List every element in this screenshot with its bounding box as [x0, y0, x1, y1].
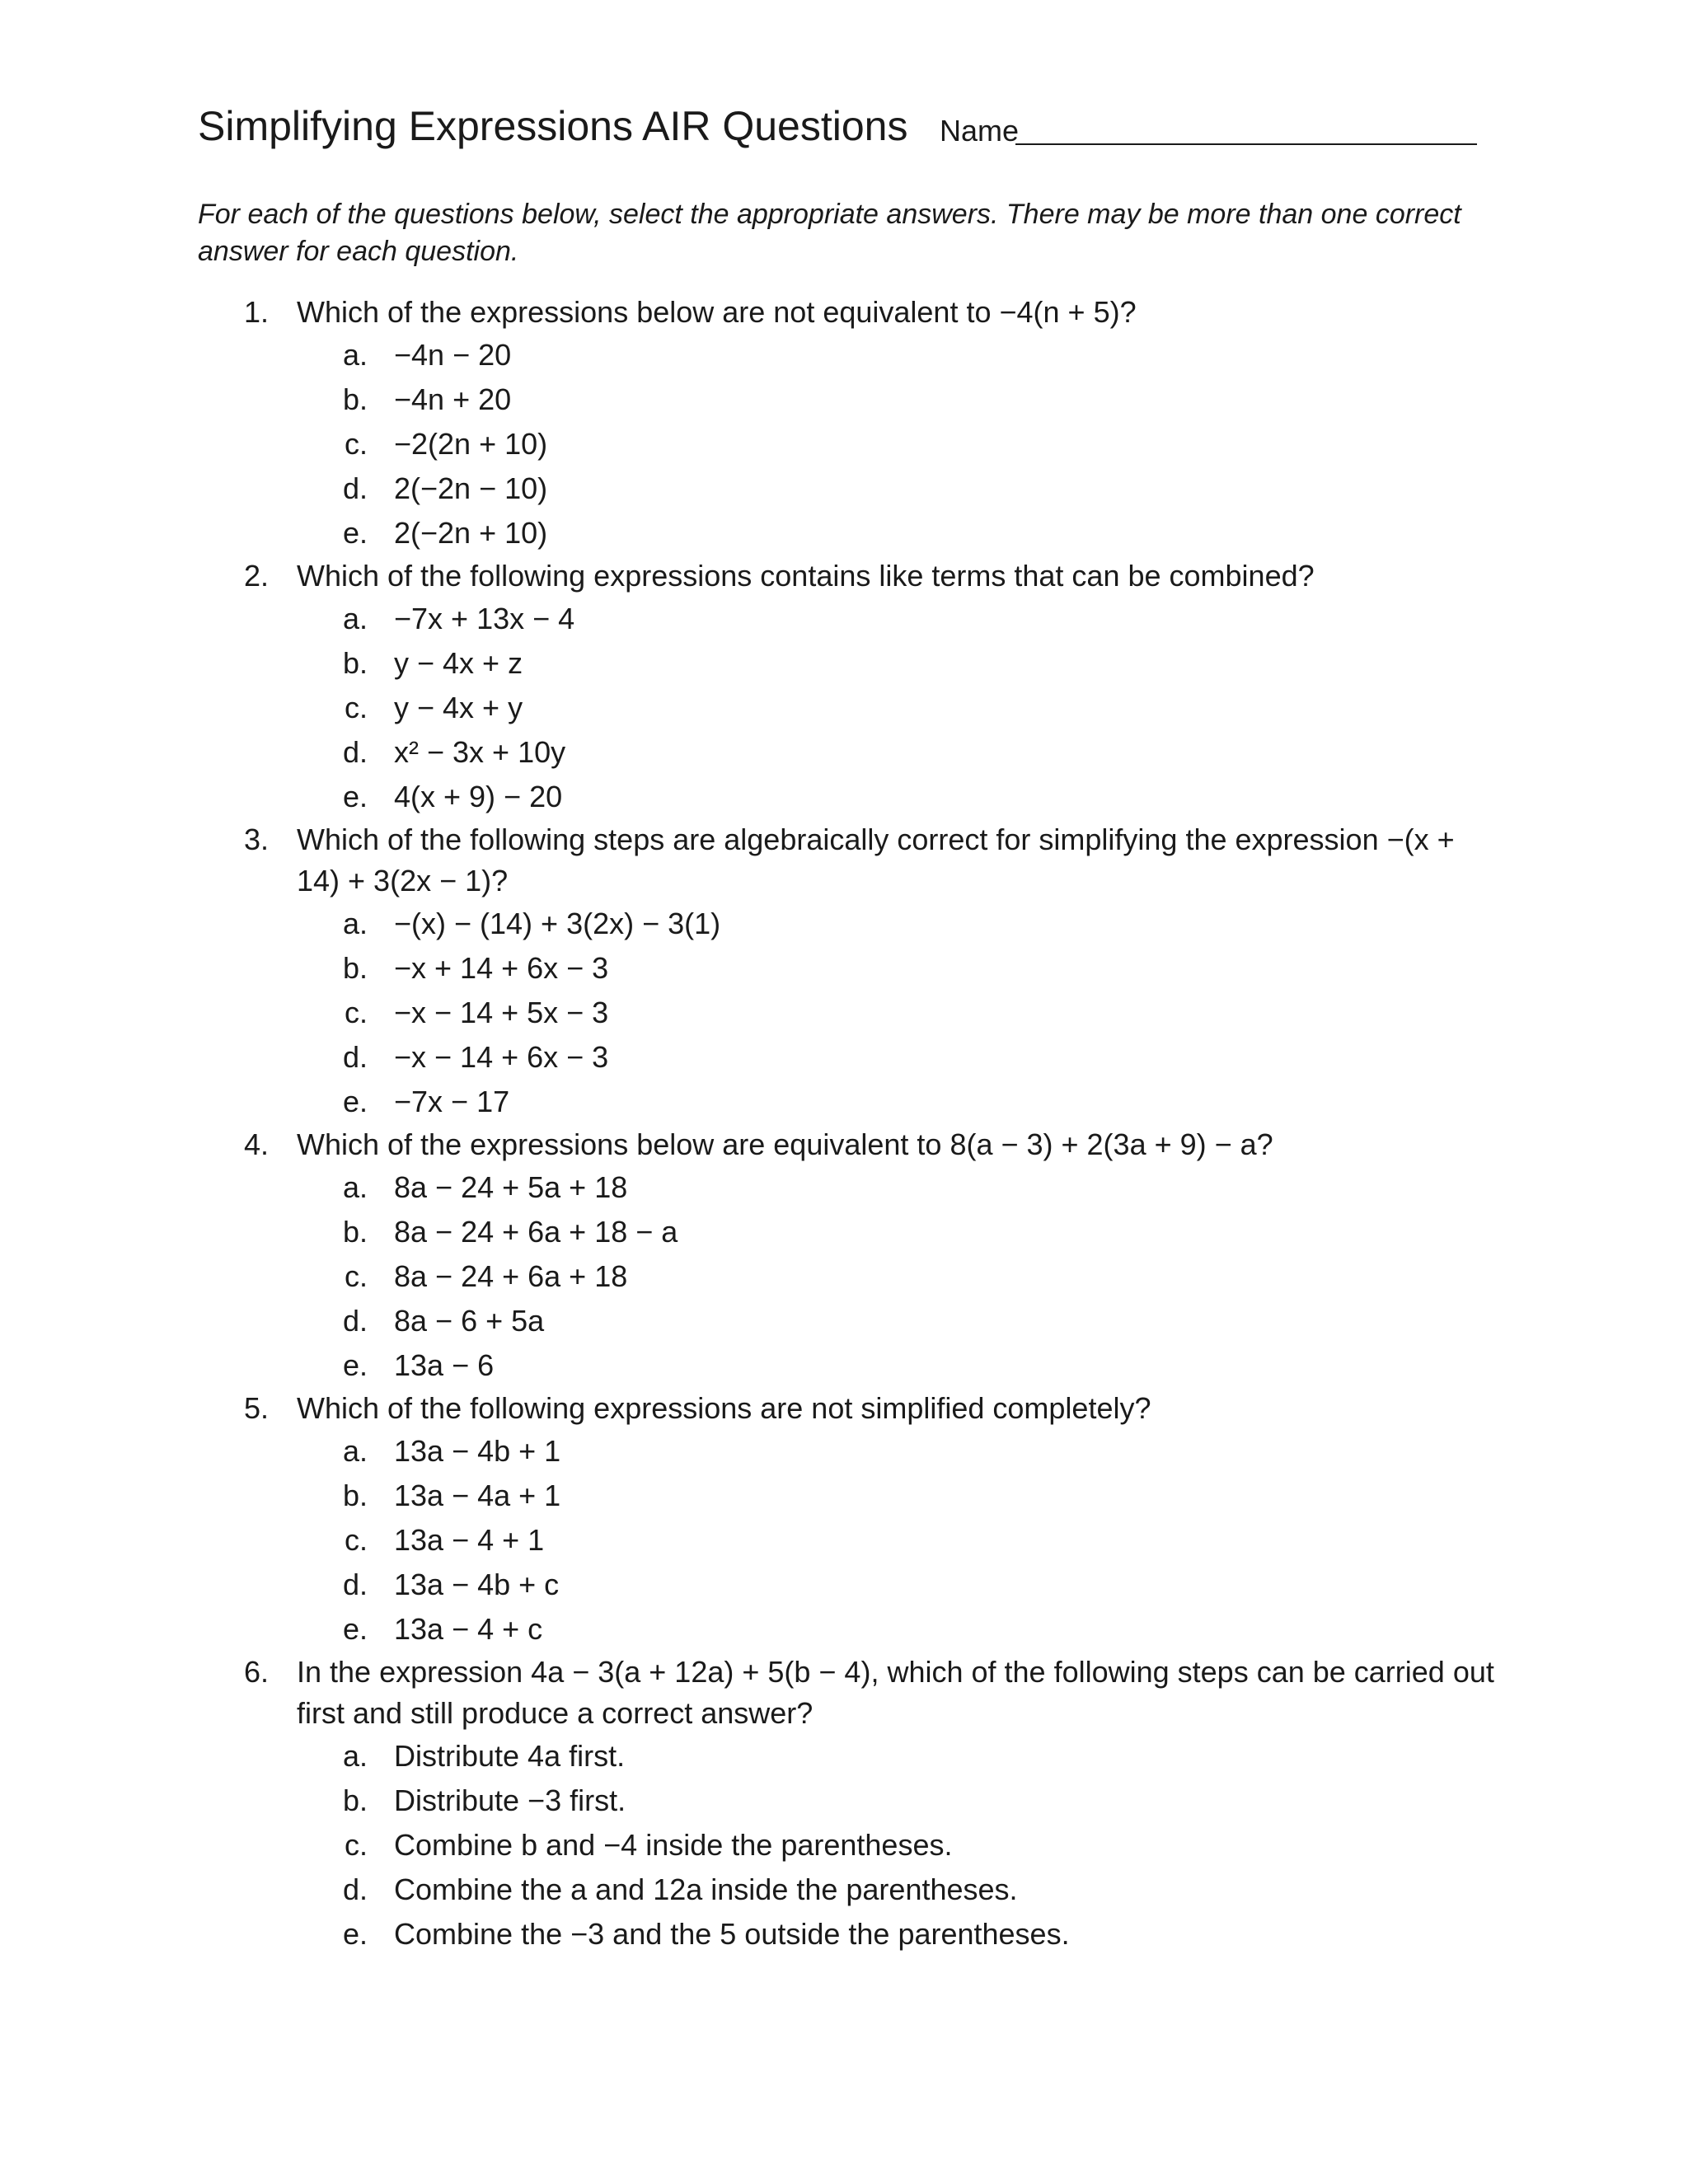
option-letter: e.: [342, 1612, 368, 1646]
option-text: Distribute −3 first.: [394, 1783, 626, 1817]
answer-option-3-e[interactable]: [297, 1080, 1500, 1124]
option-letter: b.: [342, 951, 368, 985]
question-list: [198, 292, 1500, 1957]
answer-options: [297, 597, 1500, 819]
answer-option-6-c[interactable]: [297, 1823, 1500, 1868]
answer-options: [297, 1734, 1500, 1957]
answer-option-3-b[interactable]: [297, 946, 1500, 991]
option-letter: b.: [342, 646, 368, 680]
option-text: −(x) − (14) + 3(2x) − 3(1): [394, 907, 721, 940]
option-text: Combine the −3 and the 5 outside the parentheses.: [394, 1917, 1070, 1951]
question-text: Which of the following steps are algebraically correct for simplifying the expression −(x + 14) + 3(2x − 1)?: [297, 823, 1455, 898]
answer-option-1-e[interactable]: [297, 511, 1500, 555]
answer-option-1-a[interactable]: [297, 333, 1500, 377]
answer-option-2-c[interactable]: [297, 686, 1500, 730]
question-2: [198, 555, 1500, 819]
worksheet-header: [198, 97, 1484, 163]
answer-option-3-c[interactable]: [297, 991, 1500, 1035]
option-letter: a.: [342, 1739, 368, 1773]
question-number: 5.: [244, 1391, 270, 1425]
answer-option-3-a[interactable]: [297, 902, 1500, 946]
option-letter: b.: [342, 382, 368, 416]
answer-option-1-b[interactable]: [297, 377, 1500, 422]
option-letter: c.: [344, 427, 368, 461]
answer-option-5-a[interactable]: [297, 1429, 1500, 1474]
answer-option-4-e[interactable]: [297, 1343, 1500, 1388]
option-letter: b.: [342, 1215, 368, 1249]
answer-option-2-d[interactable]: [297, 730, 1500, 775]
answer-option-6-d[interactable]: [297, 1868, 1500, 1912]
option-text: 13a − 4b + 1: [394, 1434, 561, 1468]
question-text: Which of the following expressions contains like terms that can be combined?: [297, 559, 1315, 593]
option-text: −2(2n + 10): [394, 427, 548, 461]
option-text: 13a − 4b + c: [394, 1568, 560, 1601]
option-letter: a.: [342, 1170, 368, 1204]
option-text: x² − 3x + 10y: [394, 735, 566, 769]
option-text: 8a − 24 + 6a + 18: [394, 1259, 628, 1293]
option-text: −x − 14 + 6x − 3: [394, 1040, 609, 1074]
question-text: In the expression 4a − 3(a + 12a) + 5(b − 4), which of the following steps can be carried out first and still produce a correct answer?: [297, 1655, 1494, 1730]
answer-option-4-a[interactable]: [297, 1165, 1500, 1210]
option-text: −4n − 20: [394, 338, 512, 372]
answer-option-4-c[interactable]: [297, 1254, 1500, 1299]
question-number: 4.: [244, 1127, 270, 1161]
option-text: y − 4x + y: [394, 691, 523, 724]
option-letter: c.: [344, 1828, 368, 1862]
option-letter: d.: [342, 1568, 368, 1601]
answer-option-3-d[interactable]: [297, 1035, 1500, 1080]
option-letter: a.: [342, 602, 368, 635]
question-6: [198, 1652, 1500, 1957]
question-1: [198, 292, 1500, 555]
option-text: 13a − 4 + c: [394, 1612, 543, 1646]
option-letter: d.: [342, 471, 368, 505]
question-5: [198, 1388, 1500, 1652]
option-text: −x − 14 + 5x − 3: [394, 996, 609, 1029]
option-letter: b.: [342, 1479, 368, 1512]
option-letter: a.: [342, 907, 368, 940]
option-letter: e.: [342, 1917, 368, 1951]
answer-option-2-e[interactable]: [297, 775, 1500, 819]
option-letter: c.: [344, 691, 368, 724]
answer-option-4-d[interactable]: [297, 1299, 1500, 1343]
question-number: 2.: [244, 559, 270, 593]
option-text: −7x + 13x − 4: [394, 602, 575, 635]
option-letter: d.: [342, 1304, 368, 1338]
answer-option-1-d[interactable]: [297, 466, 1500, 511]
option-letter: a.: [342, 1434, 368, 1468]
question-4: [198, 1124, 1500, 1388]
question-text: Which of the expressions below are not equivalent to −4(n + 5)?: [297, 295, 1137, 329]
option-letter: e.: [342, 1348, 368, 1382]
answer-option-5-d[interactable]: [297, 1563, 1500, 1607]
option-text: −7x − 17: [394, 1085, 510, 1118]
name-blank-line[interactable]: [1015, 143, 1477, 145]
option-letter: c.: [344, 1523, 368, 1557]
option-text: Combine b and −4 inside the parentheses.: [394, 1828, 953, 1862]
option-letter: e.: [342, 516, 368, 550]
option-letter: d.: [342, 1872, 368, 1906]
answer-option-6-e[interactable]: [297, 1912, 1500, 1957]
option-letter: e.: [342, 780, 368, 813]
option-text: −x + 14 + 6x − 3: [394, 951, 609, 985]
answer-option-2-b[interactable]: [297, 641, 1500, 686]
option-text: 2(−2n − 10): [394, 471, 548, 505]
option-text: 13a − 6: [394, 1348, 495, 1382]
question-3: [198, 819, 1500, 1124]
answer-option-5-c[interactable]: [297, 1518, 1500, 1563]
option-text: y − 4x + z: [394, 646, 523, 680]
question-text: Which of the following expressions are not simplified completely?: [297, 1391, 1151, 1425]
page-title: Simplifying Expressions AIR Questions: [198, 103, 908, 149]
answer-options: [297, 333, 1500, 555]
option-text: 8a − 24 + 5a + 18: [394, 1170, 628, 1204]
option-text: Combine the a and 12a inside the parentheses.: [394, 1872, 1018, 1906]
option-text: Distribute 4a first.: [394, 1739, 626, 1773]
option-letter: b.: [342, 1783, 368, 1817]
answer-option-6-a[interactable]: [297, 1734, 1500, 1779]
answer-option-1-c[interactable]: [297, 422, 1500, 466]
answer-option-5-b[interactable]: [297, 1474, 1500, 1518]
option-text: 4(x + 9) − 20: [394, 780, 563, 813]
option-letter: d.: [342, 735, 368, 769]
option-text: 13a − 4a + 1: [394, 1479, 561, 1512]
name-label: Name: [940, 114, 1020, 148]
option-letter: a.: [342, 338, 368, 372]
answer-option-2-a[interactable]: [297, 597, 1500, 641]
question-number: 3.: [244, 823, 270, 856]
answer-options: [297, 1429, 1500, 1652]
question-number: 1.: [244, 295, 270, 329]
option-letter: c.: [344, 996, 368, 1029]
question-number: 6.: [244, 1655, 270, 1689]
option-letter: d.: [342, 1040, 368, 1074]
option-letter: e.: [342, 1085, 368, 1118]
option-text: 13a − 4 + 1: [394, 1523, 545, 1557]
option-letter: c.: [344, 1259, 368, 1293]
answer-options: [297, 902, 1500, 1124]
question-text: Which of the expressions below are equivalent to 8(a − 3) + 2(3a + 9) − a?: [297, 1127, 1273, 1161]
answer-options: [297, 1165, 1500, 1388]
option-text: 2(−2n + 10): [394, 516, 548, 550]
option-text: 8a − 6 + 5a: [394, 1304, 545, 1338]
answer-option-5-e[interactable]: [297, 1607, 1500, 1652]
option-text: 8a − 24 + 6a + 18 − a: [394, 1215, 678, 1249]
answer-option-4-b[interactable]: [297, 1210, 1500, 1254]
instructions-text: For each of the questions below, select the appropriate answers. There may be more than one correct answer for each question.: [198, 199, 1461, 267]
option-text: −4n + 20: [394, 382, 512, 416]
answer-option-6-b[interactable]: [297, 1779, 1500, 1823]
